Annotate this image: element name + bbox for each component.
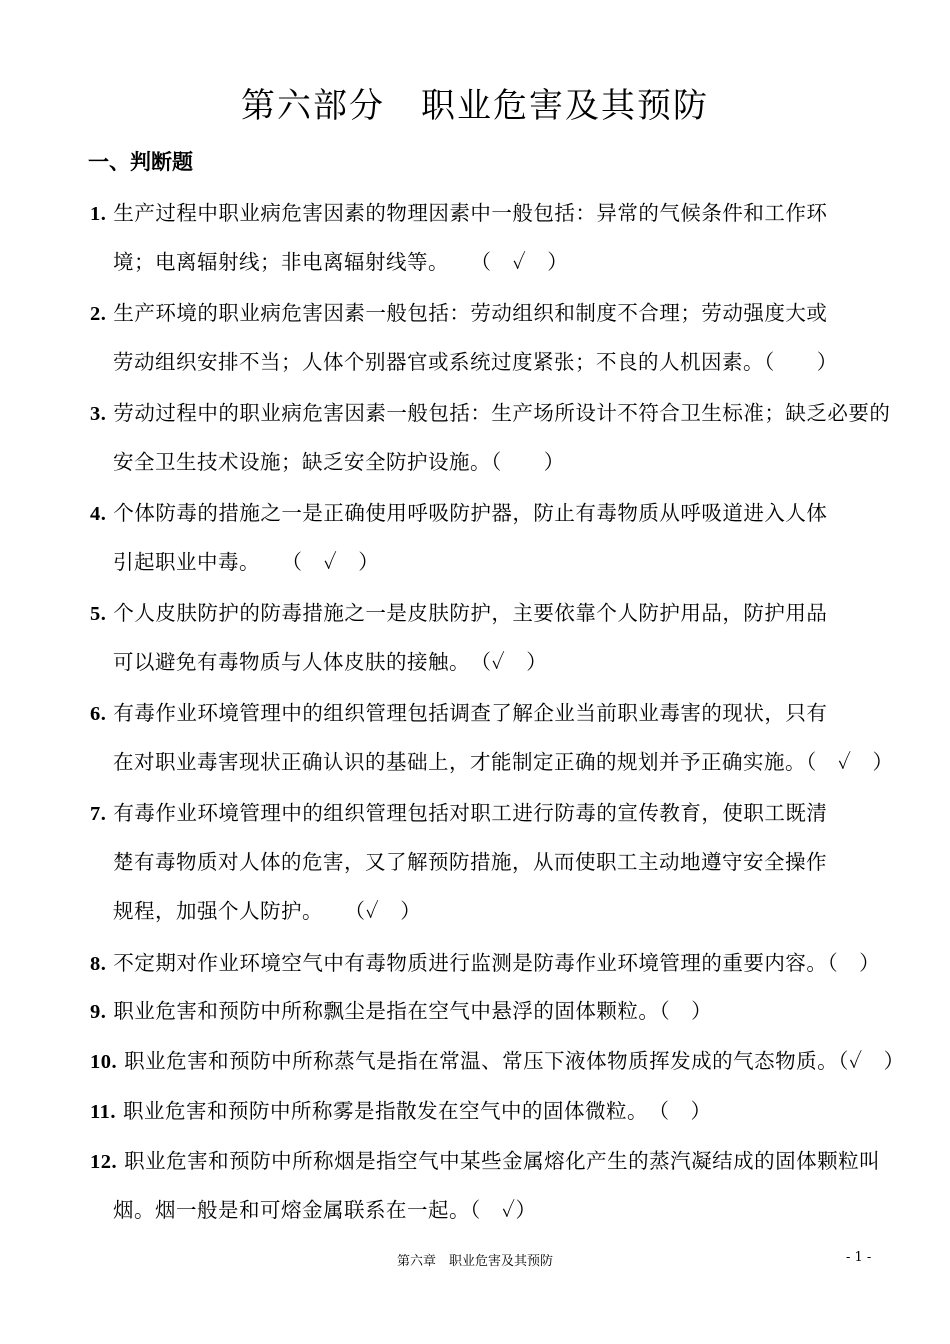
question-line (113, 545, 379, 575)
question-line (90, 946, 880, 976)
question-text: 职业危害和预防中所称烟是指空气中某些金属熔化产生的蒸汽凝结成的固体颗粒叫 (124, 1149, 881, 1173)
question-number: 9. (90, 1001, 107, 1023)
question-number: 4. (90, 503, 107, 525)
question-text: 规程，加强个人防护。 （✓ ） (113, 899, 422, 923)
question-number: 3. (90, 403, 107, 425)
question-line (113, 845, 827, 875)
question-line (90, 1044, 905, 1074)
question-line (90, 496, 827, 526)
question-line (113, 745, 893, 775)
question-text: 引起职业中毒。 （ ✓ ） (113, 550, 380, 574)
question-line (90, 396, 890, 426)
question-text: 可以避免有毒物质与人体皮肤的接触。 （✓ ） (113, 650, 548, 674)
question-text: 职业危害和预防中所称蒸气是指在常温、常压下液体物质挥发成的气态物质。（✓ ） (124, 1049, 905, 1073)
page-title: 第六部分 职业危害及其预防 (241, 86, 709, 126)
question-line (90, 196, 827, 226)
question-line (113, 1193, 536, 1223)
question-number: 8. (90, 953, 107, 975)
question-line (90, 994, 712, 1024)
question-line (113, 894, 421, 924)
question-line (90, 296, 827, 326)
question-text: 个体防毒的措施之一是正确使用呼吸防护器，防止有毒物质从呼吸道进入人体 (113, 501, 828, 525)
question-line (113, 345, 838, 375)
question-line (113, 245, 568, 275)
question-text: 生产过程中职业病危害因素的物理因素中一般包括：异常的气候条件和工作环 (113, 201, 828, 225)
question-text: 有毒作业环境管理中的组织管理包括调查了解企业当前职业毒害的现状，只有 (113, 701, 828, 725)
question-text: 职业危害和预防中所称雾是指散发在空气中的固体微粒。 （ ） (123, 1099, 712, 1123)
question-number: 12. (90, 1151, 118, 1173)
question-number: 1. (90, 203, 107, 225)
question-text: 不定期对作业环境空气中有毒物质进行监测是防毒作业环境管理的重要内容。（ ） (113, 951, 881, 975)
question-line (113, 645, 547, 675)
question-text: 个人皮肤防护的防毒措施之一是皮肤防护，主要依靠个人防护用品，防护用品 (113, 601, 828, 625)
question-line (90, 696, 827, 726)
question-number: 10. (90, 1051, 118, 1073)
question-text: 职业危害和预防中所称飘尘是指在空气中悬浮的固体颗粒。（ ） (113, 999, 713, 1023)
question-text: 烟。烟一般是和可熔金属联系在一起。（ ✓） (113, 1198, 537, 1222)
question-number: 7. (90, 803, 107, 825)
question-line (90, 596, 827, 626)
question-text: 在对职业毒害现状正确认识的基础上，才能制定正确的规划并予正确实施。（ ✓ ） (113, 750, 894, 774)
section-heading: 一、判断题 (88, 150, 193, 174)
footer-page-number: - 1 - (846, 1250, 872, 1265)
question-number: 2. (90, 303, 107, 325)
question-number: 6. (90, 703, 107, 725)
question-text: 有毒作业环境管理中的组织管理包括对职工进行防毒的宣传教育，使职工既清 (113, 801, 828, 825)
question-text: 楚有毒物质对人体的危害，又了解预防措施，从而使职工主动地遵守安全操作 (113, 850, 827, 874)
footer-chapter: 第六章 职业危害及其预防 (396, 1254, 553, 1269)
question-number: 11. (90, 1101, 116, 1123)
question-text: 劳动过程中的职业病危害因素一般包括：生产场所设计不符合卫生标准；缺乏必要的 (113, 401, 891, 425)
question-text: 生产环境的职业病危害因素一般包括：劳动组织和制度不合理；劳动强度大或 (113, 301, 828, 325)
question-line (90, 1094, 712, 1124)
question-text: 安全卫生技术设施；缺乏安全防护设施。（ ） (113, 450, 565, 474)
question-text: 境；电离辐射线；非电离辐射线等。 （ ✓ ） (113, 250, 569, 274)
question-line (90, 796, 827, 826)
question-text: 劳动组织安排不当；人体个别器官或系统过度紧张；不良的人机因素。（ ） (113, 350, 838, 374)
question-number: 5. (90, 603, 107, 625)
question-line (113, 445, 565, 475)
question-line (90, 1144, 880, 1174)
